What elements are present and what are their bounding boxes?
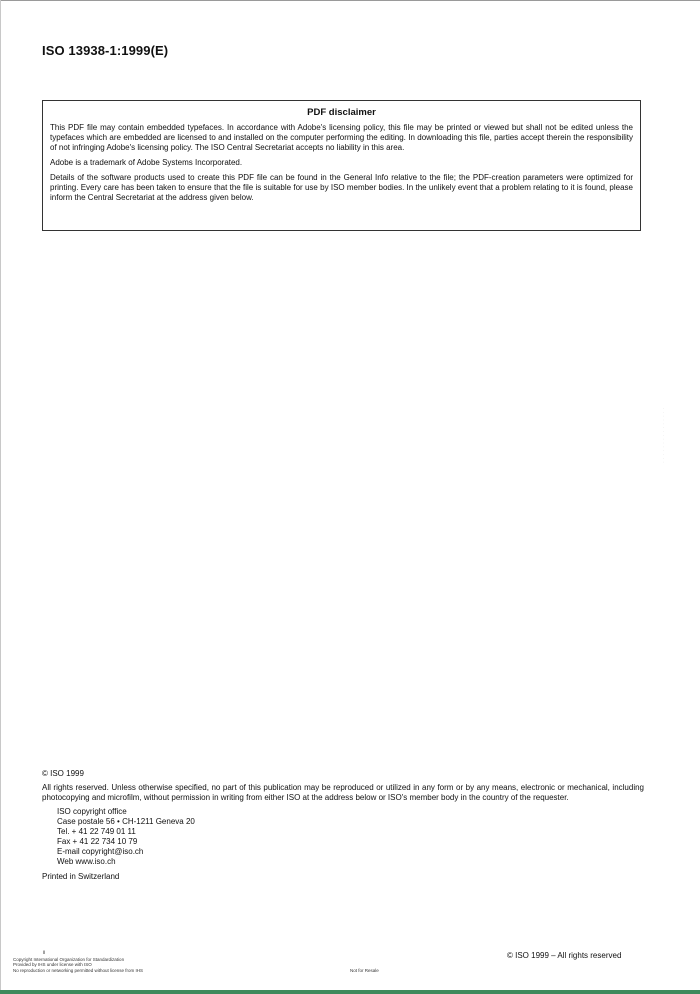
copyright-block <box>42 769 644 882</box>
page-top-border <box>0 0 700 1</box>
pdf-disclaimer-box <box>42 100 641 231</box>
disclaimer-title: PDF disclaimer <box>307 107 376 118</box>
copyright-notice: © ISO 1999 <box>42 769 84 778</box>
document-id: ISO 13938-1:1999(E) <box>42 43 169 58</box>
footer-not-for-resale: Not for Resale <box>350 968 379 973</box>
address-line: Case postale 56 • CH-1211 Geneva 20 <box>57 816 195 826</box>
page-bottom-border <box>0 990 700 994</box>
footer-license-notice <box>13 951 143 973</box>
iso-copyright-office-address <box>42 807 644 867</box>
page-number: ii <box>43 950 46 956</box>
address-line: ISO copyright office <box>57 806 127 816</box>
printed-in: Printed in Switzerland <box>42 871 120 881</box>
rights-statement: All rights reserved. Unless otherwise specified, no part of this publication may be reproduced or utilized in any form or by any means, electronic or mechanical, including photocopying and microfilm, without permission in writing from either ISO at the address below or ISO's member body in the country of the requester. <box>42 782 644 802</box>
footer-line: Copyright International Organization for Standardization <box>13 956 125 962</box>
address-web: Web www.iso.ch <box>57 856 116 866</box>
address-telephone: Tel. + 41 22 749 01 11 <box>57 826 136 836</box>
disclaimer-paragraph-details: Details of the software products used to create this PDF file can be found in the General Info relative to the file; the PDF-creation parameters were optimized for printing. Every care has been taken to ensure that the file is suitable for use by ISO member bodies. In the unlikely event that a problem relating to it is found, please inform the Central Secretariat at the address given below. <box>50 173 633 202</box>
footer-line: No reproduction or networking permitted without license from IHS <box>13 967 144 973</box>
page-left-border <box>0 0 1 994</box>
footer-line: Provided by IHS under license with ISO <box>13 962 92 967</box>
margin-mark: - - - - - - - - - - - - - - - <box>662 408 666 464</box>
address-fax: Fax + 41 22 734 10 79 <box>57 836 138 846</box>
address-email: E-mail copyright@iso.ch <box>57 846 144 856</box>
disclaimer-paragraph-trademark: Adobe is a trademark of Adobe Systems Incorporated. <box>50 158 243 167</box>
footer-copyright: © ISO 1999 – All rights reserved <box>507 951 622 960</box>
disclaimer-paragraph-licensing: This PDF file may contain embedded typefaces. In accordance with Adobe's licensing policy, this file may be printed or viewed but shall not be edited unless the typefaces which are embedded are licensed to and installed on the computer performing the editing. In downloading this file, parties accept therein the responsibility of not infringing Adobe's licensing policy. The ISO Central Secretariat accepts no liability in this area. <box>50 123 633 152</box>
